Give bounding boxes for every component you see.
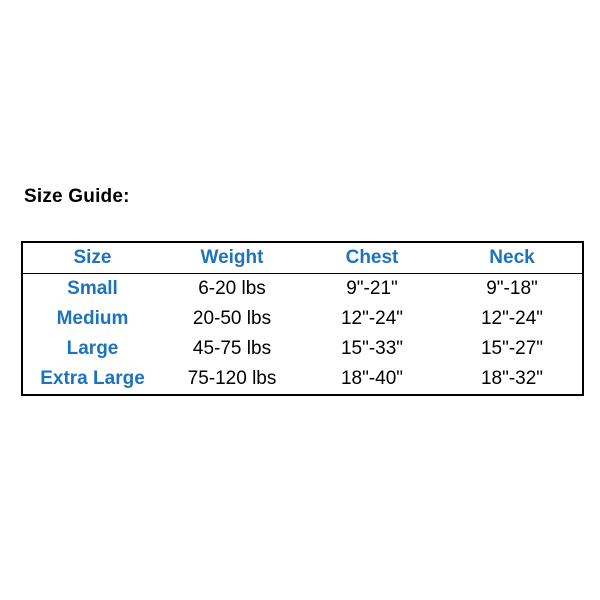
size-cell: Medium: [56, 308, 129, 329]
table-row: [22, 274, 583, 305]
chest-cell: 12"-24": [340, 308, 404, 329]
neck-cell: 9"-18": [486, 278, 538, 299]
header-chest: Chest: [302, 242, 442, 274]
table-header-row: [22, 242, 583, 274]
header-size: Size: [22, 242, 162, 274]
header-weight: Weight: [162, 242, 302, 274]
table-row: [22, 334, 583, 364]
neck-cell: 12"-24": [480, 308, 544, 329]
weight-cell: 45-75 lbs: [192, 338, 272, 359]
size-cell: Large: [66, 338, 119, 359]
page-title: Size Guide:: [24, 186, 130, 207]
size-cell: Small: [67, 278, 118, 299]
table-row: [22, 304, 583, 334]
table-row: [22, 364, 583, 395]
neck-cell: 18"-32": [480, 368, 544, 389]
weight-cell: 20-50 lbs: [192, 308, 272, 329]
weight-cell: 6-20 lbs: [198, 278, 266, 299]
chest-cell: 9"-21": [346, 278, 398, 299]
chest-cell: 18"-40": [340, 368, 404, 389]
size-guide-table: [21, 241, 584, 396]
header-neck: Neck: [442, 242, 583, 274]
neck-cell: 15"-27": [480, 338, 544, 359]
weight-cell: 75-120 lbs: [187, 368, 277, 389]
size-cell: Extra Large: [40, 368, 145, 389]
chest-cell: 15"-33": [340, 338, 404, 359]
